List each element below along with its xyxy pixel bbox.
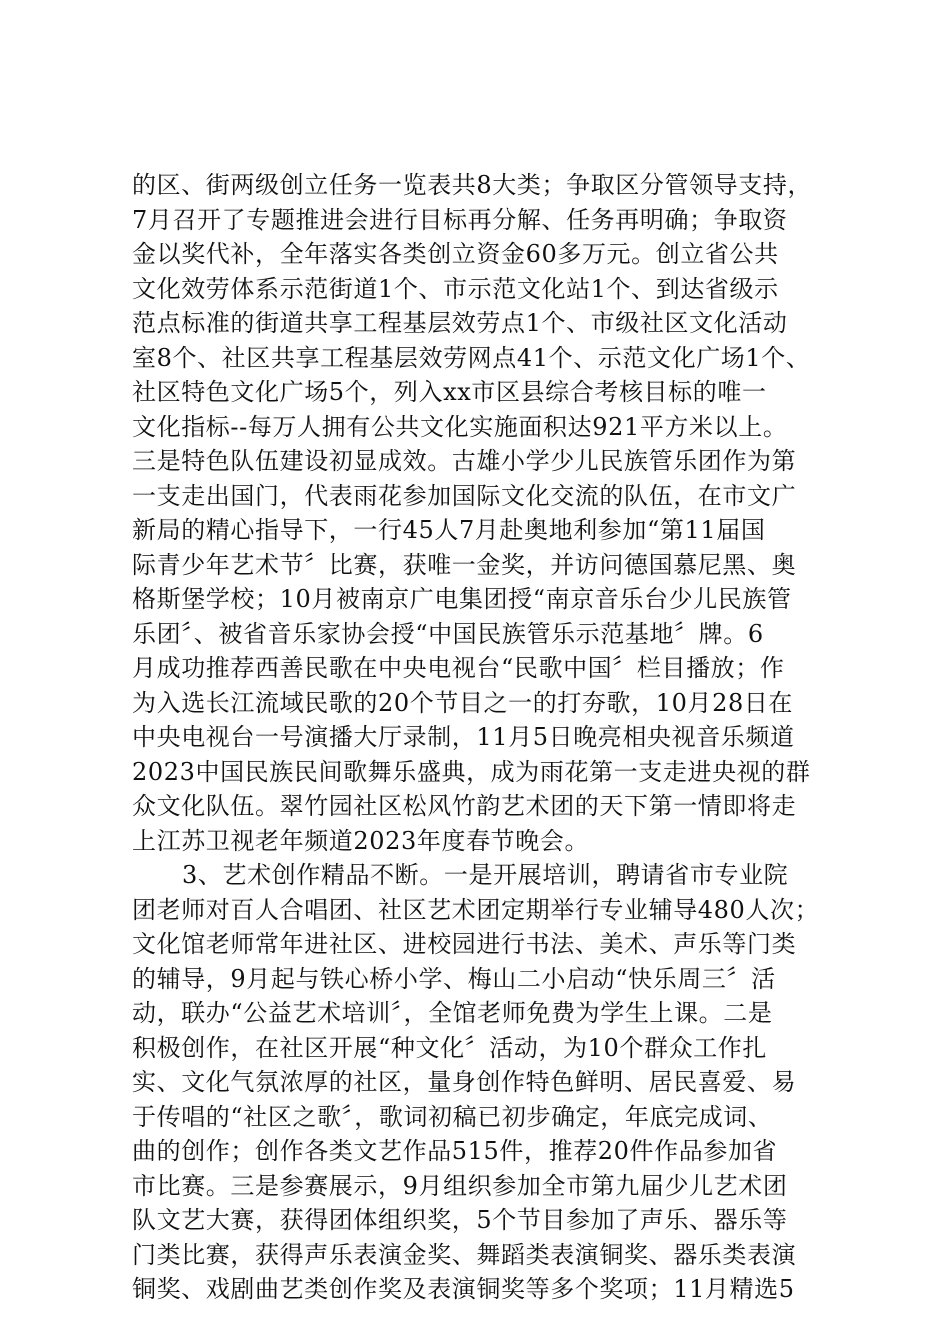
text-line: 为入选长江流域民歌的20个节目之一的打夯歌，10月28日在 [132, 688, 794, 717]
text-line: 铜奖、戏剧曲艺类创作奖及表演铜奖等多个奖项；11月精选5 [132, 1275, 795, 1303]
text-line: 市比赛。三是参赛展示，9月组织参加全市第九届少儿艺术团 [132, 1171, 788, 1200]
text-line: 动，联办“公益艺术培训〞，全馆老师免费为学生上课。二是 [132, 999, 773, 1027]
text-line: 文化指标--每万人拥有公共文化实施面积达921平方米以上。 [132, 412, 788, 441]
text-line: 曲的创作；创作各类文艺作品515件，推荐20件作品参加省 [132, 1137, 778, 1165]
text-line: 7月召开了专题推进会进行目标再分解、任务再明确；争取资 [132, 205, 788, 234]
text-line: 2023中国民族民间歌舞乐盛典，成为雨花第一支走进央视的群 [132, 757, 811, 786]
text-line: 社区特色文化广场5个，列入xx市区县综合考核目标的唯一 [132, 378, 767, 406]
text-line: 于传唱的“社区之歌〞，歌词初稿已初步确定，年底完成词、 [132, 1102, 773, 1131]
text-line: 室8个、社区共享工程基层效劳网点41个、示范文化广场1个、 [132, 343, 811, 372]
text-line: 上江苏卫视老年频道2023年度春节晚会。 [132, 826, 590, 855]
text-line: 文化效劳体系示范街道1个、市示范文化站1个、到达省级示 [132, 274, 779, 303]
text-line: 的区、街两级创立任务一览表共8大类；争取区分管领导支持， [132, 171, 813, 199]
document-body-text [132, 168, 852, 1307]
text-line: 乐团〞、被省音乐家协会授“中国民族管乐示范基地〞牌。6 [132, 619, 764, 648]
text-line: 队文艺大赛，获得团体组织奖，5个节目参加了声乐、器乐等 [132, 1206, 788, 1234]
text-line: 众文化队伍。翠竹园社区松风竹韵艺术团的天下第一情即将走 [132, 792, 797, 820]
text-line: 文化馆老师常年进社区、进校园进行书法、美术、声乐等门类 [132, 930, 797, 958]
paragraph-3-first-line: 3、艺术创作精品不断。一是开展培训，聘请省市专业院 [182, 861, 789, 889]
text-line: 实、文化气氛浓厚的社区，量身创作特色鲜明、居民喜爱、易 [132, 1068, 797, 1096]
text-line: 新局的精心指导下，一行45人7月赴奥地利参加“第11届国 [132, 516, 766, 544]
text-line: 团老师对百人合唱团、社区艺术团定期举行专业辅导480人次； [132, 895, 820, 924]
text-line: 中央电视台一号演播大厅录制，11月5日晚亮相央视音乐频道 [132, 723, 795, 751]
text-line: 月成功推荐西善民歌在中央电视台“民歌中国〞栏目播放；作 [132, 654, 785, 682]
text-line: 际青少年艺术节〞比赛，获唯一金奖，并访问德国慕尼黑、奥 [132, 550, 797, 579]
text-line: 的辅导，9月起与铁心桥小学、梅山二小启动“快乐周三〞活 [132, 964, 776, 993]
text-line: 门类比赛，获得声乐表演金奖、舞蹈类表演铜奖、器乐类表演 [132, 1240, 797, 1269]
text-line: 一支走出国门，代表雨花参加国际文化交流的队伍，在市文广 [132, 481, 797, 510]
text-line: 金以奖代补，全年落实各类创立资金60多万元。创立省公共 [132, 240, 779, 268]
text-line: 积极创作，在社区开展“种文化〞活动，为10个群众工作扎 [132, 1033, 768, 1062]
text-line: 三是特色队伍建设初显成效。古雄小学少儿民族管乐团作为第 [132, 447, 797, 475]
text-line: 格斯堡学校；10月被南京广电集团授“南京音乐台少儿民族管 [132, 585, 792, 613]
text-line: 范点标准的街道共享工程基层效劳点1个、市级社区文化活动 [132, 309, 788, 337]
